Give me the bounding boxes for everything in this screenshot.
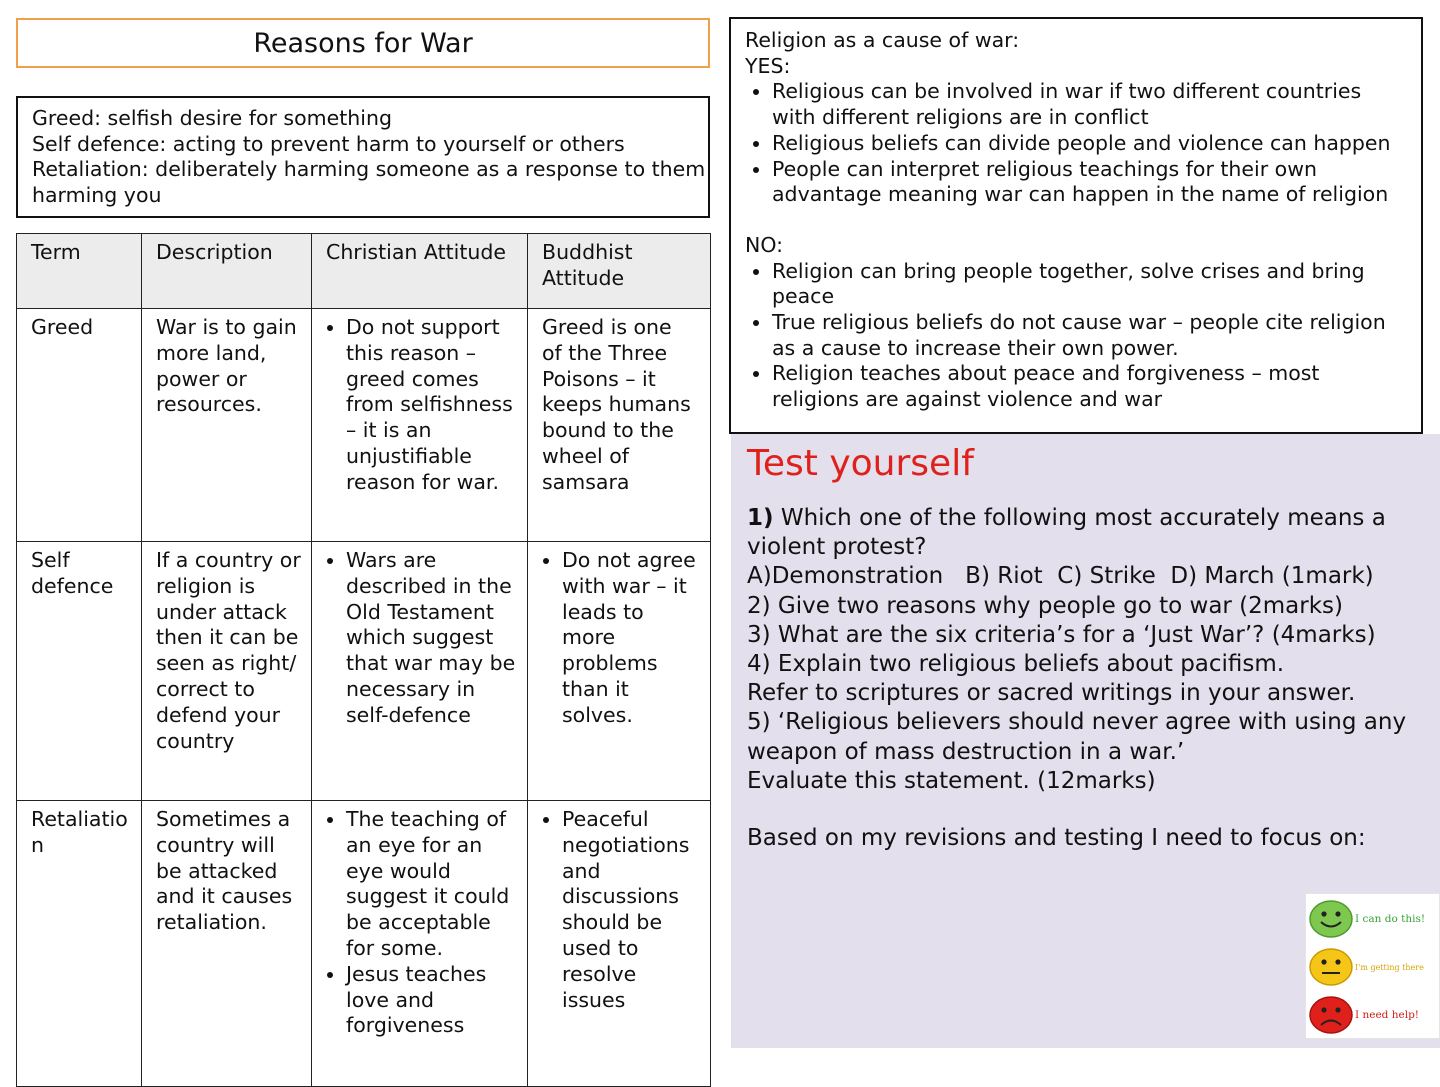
list-item: • True religious beliefs do not cause war – people cite religion as a cause to increase their own power. (772, 310, 1407, 361)
christian-cell (312, 309, 528, 542)
question-line: weapon of mass destruction in a war.’ (747, 738, 1185, 765)
question-line: A)Demonstration B) Riot C) Strike D) March (1mark) (747, 563, 1374, 590)
page-title: Reasons for War (253, 27, 473, 59)
questions (747, 504, 1424, 796)
description-cell: If a country or religion is under attack then it can be seen as right/ correct to defend your country (142, 542, 312, 801)
christian-cell (312, 542, 528, 801)
term-cell: Greed (17, 309, 142, 542)
buddhist-cell (528, 801, 711, 1087)
self-assessment-row[interactable] (1306, 896, 1440, 942)
table-row (17, 542, 711, 801)
definition-retaliation-cont: harming you (32, 182, 162, 207)
christian-cell (312, 801, 528, 1087)
list-item: • Religious beliefs can divide people and violence can happen (772, 131, 1407, 157)
buddhist-cell: Greed is one of the Three Poisons – it keeps humans bound to the wheel of samsara (528, 309, 711, 542)
self-assessment-row[interactable] (1306, 944, 1440, 990)
question-1 (747, 504, 1424, 533)
christian-point: • Wars are described in the Old Testament which suggest that war may be necessary in self-defence (346, 548, 521, 729)
test-title: Test yourself (747, 443, 974, 484)
question-line: Refer to scriptures or sacred writings in your answer. (747, 680, 1356, 707)
christian-point: • Jesus teaches love and forgiveness (346, 962, 521, 1039)
christian-point: • Do not support this reason – greed comes from selfishness – it is an unjustifiable reason for war. (346, 315, 521, 496)
buddhist-point: • Peaceful negotiations and discussions should be used to resolve issues (562, 807, 696, 1013)
list-item: • Religion teaches about peace and forgiveness – most religions are against violence and war (772, 361, 1407, 412)
question-1-number: 1) (747, 505, 774, 531)
definition-self-defence: Self defence: acting to prevent harm to yourself or others (32, 131, 625, 156)
description-cell: War is to gain more land, power or resources. (142, 309, 312, 542)
christian-point: • The teaching of an eye for an eye would suggest it could be acceptable for some. (346, 807, 521, 962)
header-buddhist: Buddhist Attitude (528, 234, 711, 309)
term-cell: Self defence (17, 542, 142, 801)
question-line: 3) What are the six criteria’s for a ‘Just War’? (4marks) (747, 621, 1376, 648)
description-cell: Sometimes a country will be attacked and it causes retaliation. (142, 801, 312, 1087)
self-assessment-label: I'm getting there (1355, 962, 1424, 972)
buddhist-point: • Do not agree with war – it leads to more problems than it solves. (562, 548, 696, 729)
question-1-text: Which one of the following most accurately means a (773, 505, 1386, 531)
happy-face-icon (1309, 900, 1353, 938)
religion-heading: Religion as a cause of war: (745, 28, 1020, 52)
no-label: NO: (745, 232, 784, 257)
self-assessment (1305, 893, 1440, 1039)
self-assessment-row[interactable] (1306, 992, 1440, 1038)
term-text: Retaliation (31, 807, 128, 857)
list-item: • People can interpret religious teachings for their own advantage meaning war can happen in the name of religion (772, 157, 1407, 208)
term-cell (17, 801, 142, 1087)
definition-retaliation: Retaliation: deliberately harming someone as a response to them (32, 157, 706, 181)
question-line: 4) Explain two religious beliefs about pacifism. (747, 651, 1285, 678)
religion-box (729, 17, 1423, 434)
reasons-table (16, 233, 711, 1087)
question-line: 5) ‘Religious believers should never agree with using any (747, 709, 1407, 736)
list-item: • Religious can be involved in war if two different countries with different religions are in conflict (772, 79, 1407, 130)
header-description: Description (142, 234, 312, 309)
yes-label: YES: (745, 53, 791, 78)
sad-face-icon (1309, 996, 1353, 1034)
question-line: Evaluate this statement. (12marks) (747, 767, 1156, 794)
focus-line: Based on my revisions and testing I need to focus on: (747, 825, 1366, 852)
list-item: • Religion can bring people together, solve crises and bring peace (772, 259, 1407, 310)
yes-list (745, 79, 1407, 208)
buddhist-cell (528, 542, 711, 801)
definition-greed: Greed: selfish desire for something (32, 106, 392, 130)
title-box (16, 18, 710, 68)
self-assessment-label: I can do this! (1355, 913, 1426, 925)
table-row (17, 309, 711, 542)
header-christian: Christian Attitude (312, 234, 528, 309)
definitions-box (16, 96, 710, 218)
header-term: Term (17, 234, 142, 309)
table-row (17, 801, 711, 1087)
table-header-row (17, 234, 711, 309)
question-line: violent protest? (747, 534, 927, 561)
question-line: 2) Give two reasons why people go to war (2marks) (747, 592, 1344, 619)
no-list (745, 259, 1407, 413)
self-assessment-label: I need help! (1355, 1009, 1420, 1021)
neutral-face-icon (1309, 948, 1353, 986)
